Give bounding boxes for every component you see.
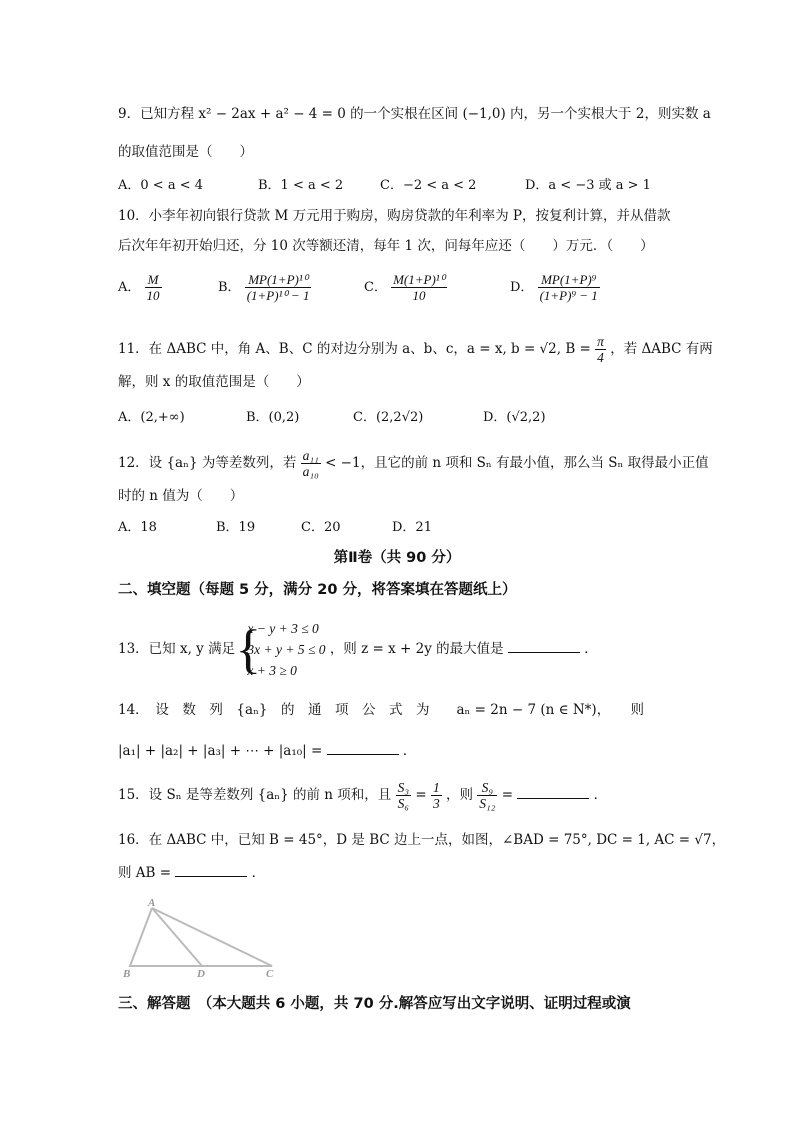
q10-option-b-num: MP(1+P)¹⁰ [245, 272, 312, 288]
q12-option-a: A．18 [118, 520, 157, 535]
triangle-figure [118, 892, 288, 982]
q14-line2 [118, 740, 416, 761]
q14-answer-blank[interactable] [327, 740, 399, 755]
q9-option-d: D．a < −3 或 a > 1 [525, 178, 651, 193]
q13-suffix: ，则 z = x + 2y 的最大值是 [329, 641, 504, 657]
q15-f1-num: S₃ [397, 780, 410, 795]
q10-option-d-num: MP(1+P)⁹ [538, 272, 600, 288]
q15-answer-blank[interactable] [517, 784, 589, 799]
q10-option-b-label: B． [218, 280, 241, 295]
q13-end: ． [584, 641, 598, 657]
q15-f2-den: 3 [432, 796, 440, 811]
q9-option-c: C．−2 < a < 2 [380, 178, 477, 193]
q14-expression: |a₁| + |a₂| + |a₃| + ⋯ + |a₁₀| = [118, 743, 323, 759]
q11-frac-den: 4 [597, 350, 604, 365]
q12-frac-den: a₁₀ [302, 464, 319, 479]
q13-line [118, 618, 598, 681]
q11-option-a: A．(2,+∞) [118, 410, 185, 425]
q11-option-c: C．(2,2√2) [353, 410, 424, 425]
q9-line2: 的取值范围是（ ） [118, 144, 253, 160]
q10-option-d [510, 272, 600, 303]
q11-line1-b: ，若 ΔABC 有两 [610, 341, 713, 357]
q11-line1-a: 11．在 ΔABC 中，角 A、B、C 的对边分别为 a、b、c，a = x, b = √2, B = [118, 341, 591, 357]
triangle-outline [130, 908, 272, 966]
q10-option-c [364, 272, 447, 303]
q13-answer-blank[interactable] [508, 638, 580, 653]
q9-option-a: A．0 < a < 4 [118, 178, 203, 193]
q9-line1: 9．已知方程 x² − 2ax + a² − 4 = 0 的一个实根在区间 (−1,0) 内，另一个实根大于 2，则实数 a [118, 106, 711, 122]
q15-prefix: 15．设 Sₙ 是等差数列 {aₙ} 的前 n 项和，且 [118, 787, 392, 803]
q10-option-b-fraction [245, 272, 312, 303]
q10-option-d-fraction [538, 272, 600, 303]
q12-frac-num: a₁₁ [302, 448, 319, 463]
q11-frac-num: π [597, 334, 604, 349]
q16-answer-blank[interactable] [175, 862, 247, 877]
q11-fraction [595, 334, 606, 365]
label-b: B [123, 968, 131, 980]
q15-mid2: ，则 [445, 787, 473, 803]
q16-line2 [118, 862, 265, 883]
q15-fraction-2 [431, 780, 442, 811]
section3-title: 三、解答题 （本大题共 6 小题，共 70 分.解答应写出文字说明、证明过程或演 [118, 996, 631, 1012]
q11-line2: 解，则 x 的取值范围是（ ） [118, 374, 310, 390]
q10-option-d-label: D． [510, 280, 534, 295]
q15-line [118, 780, 607, 811]
q13-ineq-2: 3x + y + 5 ≤ 0 [247, 642, 326, 657]
q10-option-a-num: M [145, 272, 162, 288]
q10-option-a-label: A． [118, 280, 141, 295]
q10-option-c-den: 10 [412, 288, 426, 303]
q10-line1: 10．小李年初向银行贷款 M 万元用于购房，购房贷款的年利率为 P，按复利计算，并从借款 [118, 208, 671, 224]
q15-f2-num: 1 [432, 780, 440, 795]
q10-option-c-label: C． [364, 280, 387, 295]
q10-option-b-den: (1+P)¹⁰ − 1 [246, 288, 310, 303]
q12-line2: 时的 n 值为（ ） [118, 488, 244, 504]
q16-end: ． [251, 865, 266, 881]
q9-option-b: B．1 < a < 2 [258, 178, 344, 193]
q10-option-a-den: 10 [146, 288, 160, 303]
q10-line2: 后次年年初开始归还，分 10 次等额还清，每年 1 次，问每年应还（ ）万元．（ ） [118, 238, 654, 254]
q11-option-b: B．(0,2) [246, 410, 300, 425]
q15-fraction-1 [396, 780, 411, 811]
q13-prefix: 13．已知 x, y 满足 [118, 641, 236, 657]
q15-end: ． [593, 787, 608, 803]
q10-option-c-num: M(1+P)¹⁰ [393, 272, 445, 287]
q11-line1 [118, 334, 713, 365]
part2-title: 第Ⅱ卷（共 90 分） [333, 550, 461, 566]
q11-option-d: D．(√2,2) [483, 410, 546, 425]
q10-option-a-fraction [145, 272, 162, 303]
q10-option-c-fraction [391, 272, 447, 303]
q14-end: ． [402, 743, 417, 759]
q16-prefix: 则 AB = [118, 865, 172, 881]
q14-line1: 14． 设 数 列 {aₙ} 的 通 项 公 式 为 aₙ = 2n − 7 (n ∈ N*)， 则 [118, 702, 644, 718]
q15-f1-den: S₆ [397, 796, 410, 811]
label-a: A [148, 897, 156, 909]
q12-option-b: B．19 [216, 520, 256, 535]
q16-line1: 16．在 ΔABC 中，已知 B = 45°，D 是 BC 边上一点，如图，∠BAD = 75°, DC = 1, AC = √7， [118, 832, 726, 848]
q15-fraction-3 [477, 780, 497, 811]
section2-title: 二、填空题（每题 5 分，满分 20 分，将答案填在答题纸上） [118, 582, 517, 598]
q12-line1-a: 12．设 {aₙ} 为等差数列，若 [118, 455, 297, 471]
q15-f3-num: S₉ [477, 780, 497, 796]
q12-option-d: D．21 [392, 520, 432, 535]
q12-line1-b: < −1，且它的前 n 项和 Sₙ 有最小值，那么当 Sₙ 取得最小正值 [325, 455, 709, 471]
segment-ad [152, 908, 202, 966]
q15-mid3: = [501, 787, 514, 803]
q13-ineq-3: x + 3 ≥ 0 [247, 663, 297, 678]
q10-option-a [118, 272, 162, 303]
q13-system [239, 618, 325, 681]
q15-f3-den: S₁₂ [479, 796, 496, 811]
label-d: D [197, 968, 205, 980]
label-c: C [266, 968, 274, 980]
q12-line1 [118, 448, 709, 479]
q13-ineq-1: { x − y + 3 ≤ 0 [247, 621, 319, 636]
q12-fraction [301, 448, 321, 479]
q10-option-b [218, 272, 311, 303]
q15-mid1: = [415, 787, 427, 803]
q10-option-d-den: (1+P)⁹ − 1 [539, 288, 598, 303]
q12-option-c: C．20 [301, 520, 341, 535]
